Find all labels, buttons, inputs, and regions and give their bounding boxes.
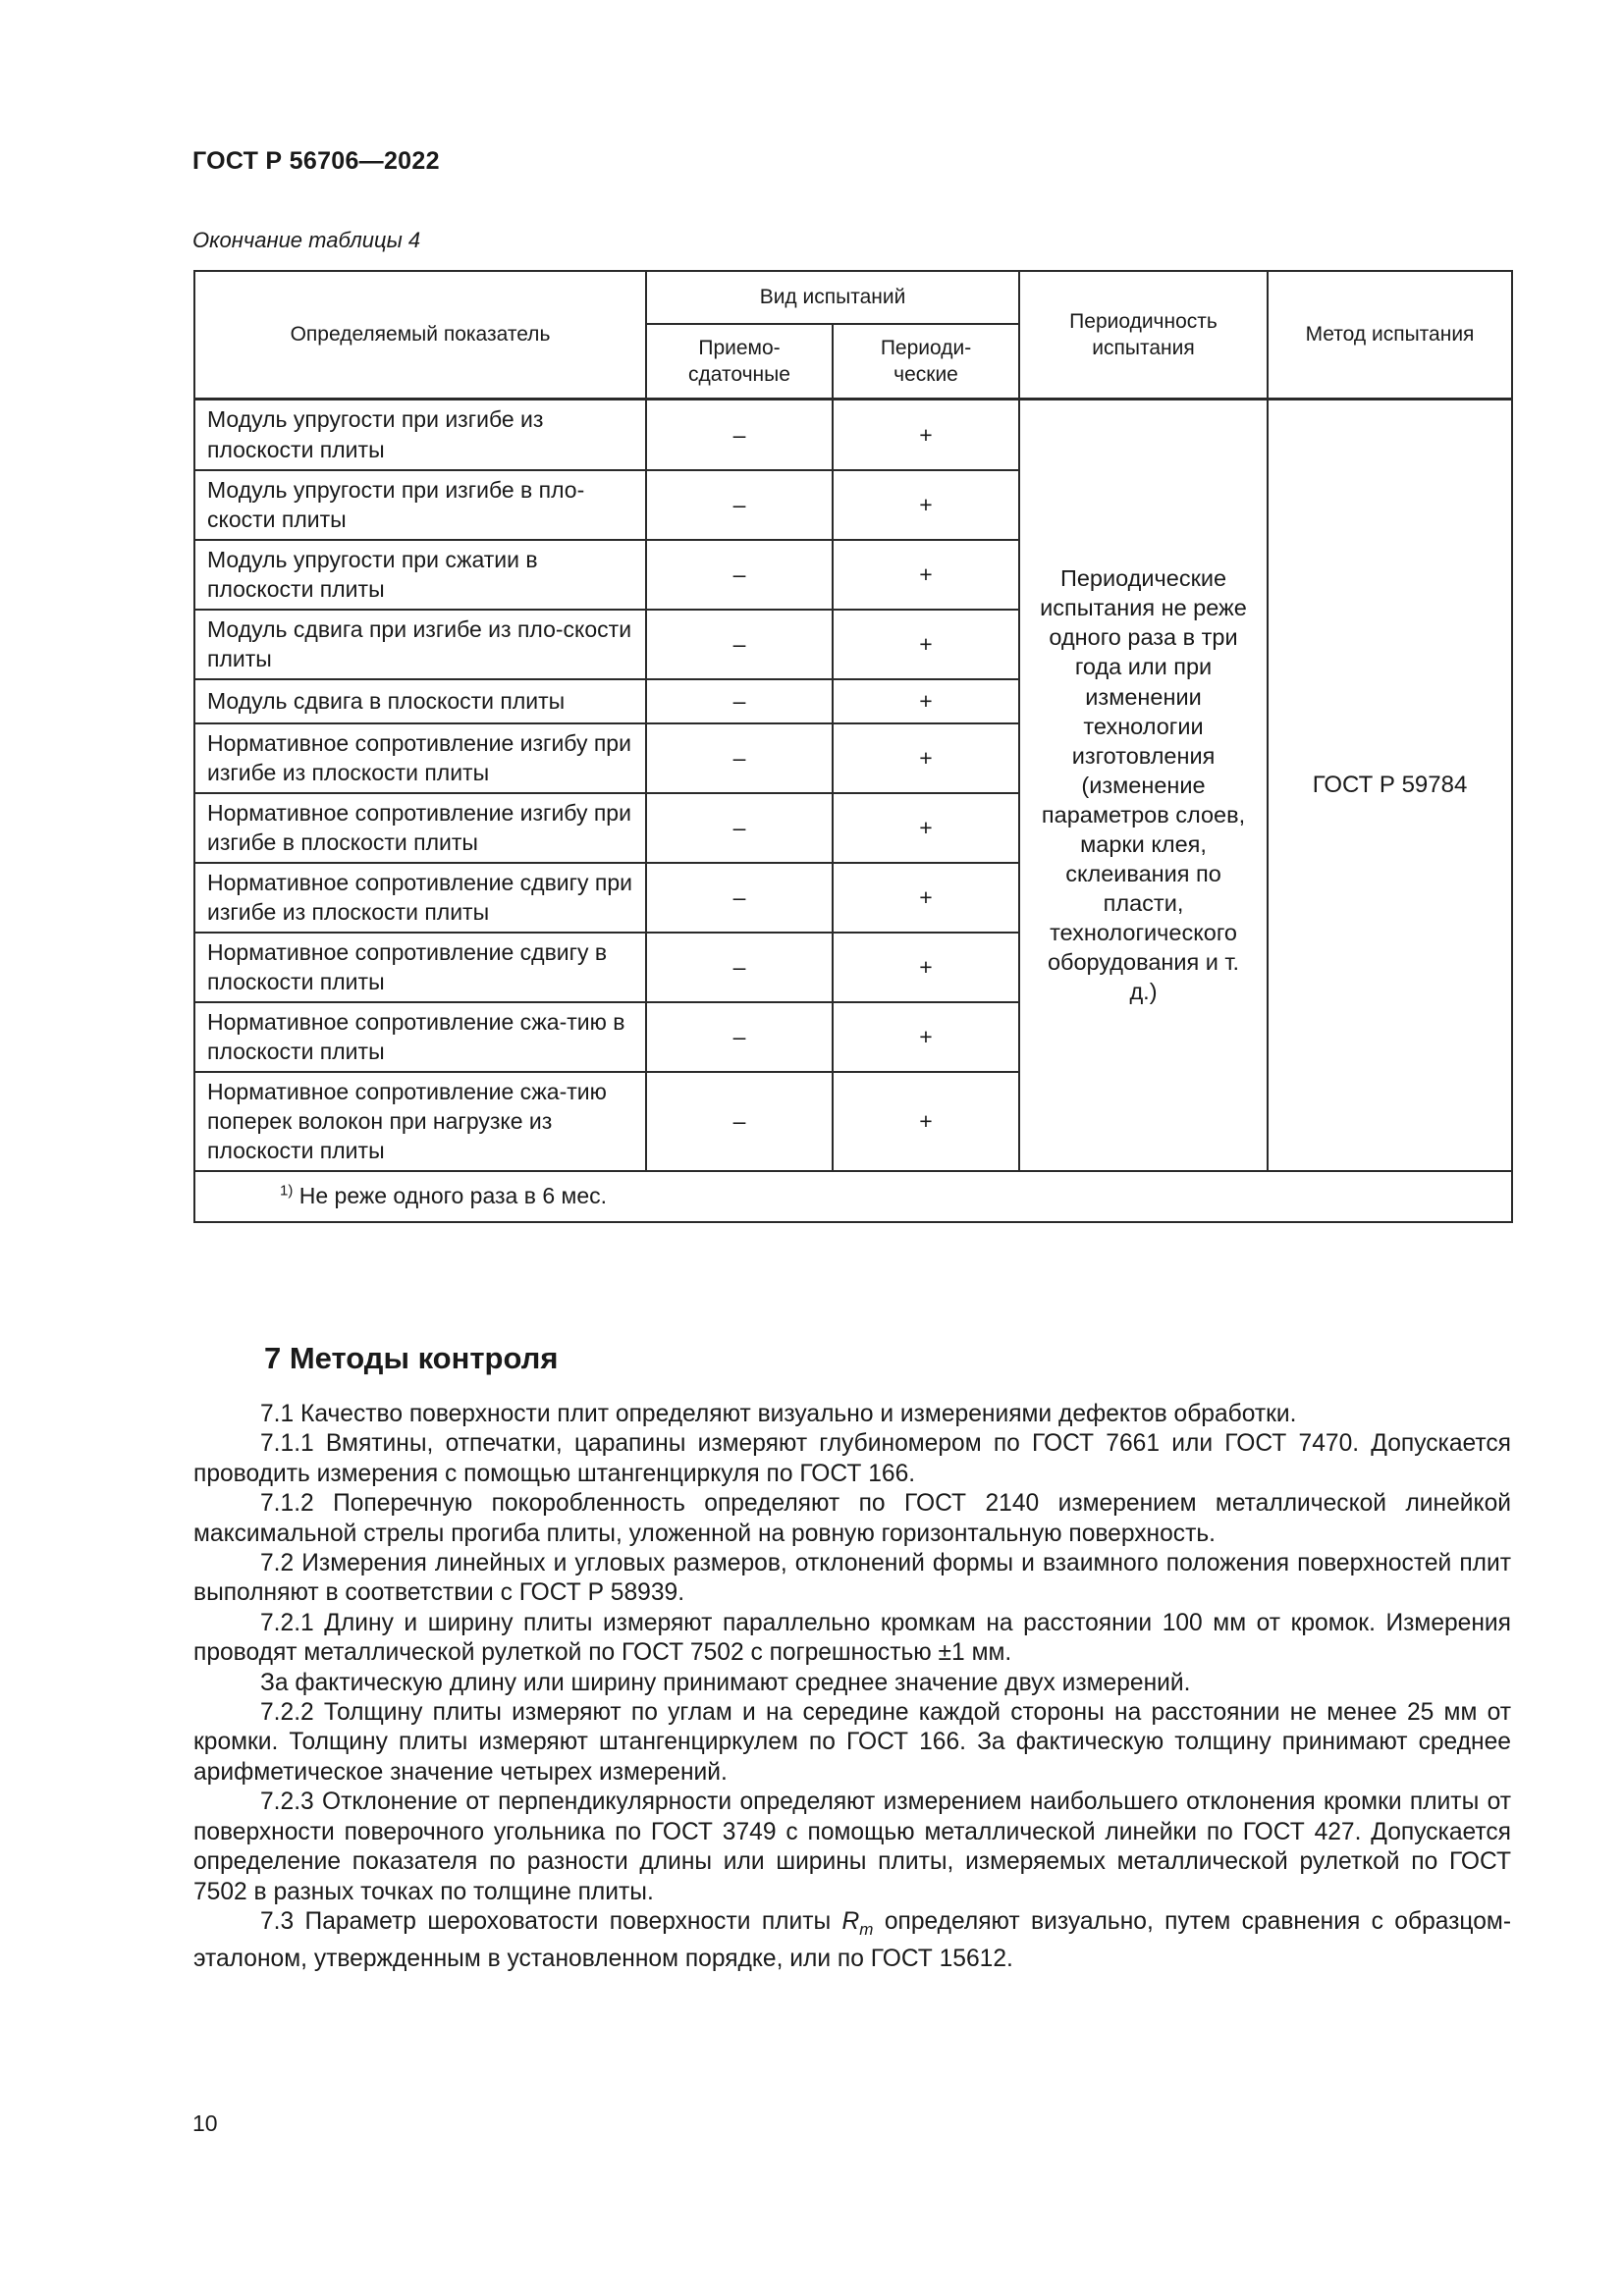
indicator-cell: Модуль упругости при изгибе из плоскости плиты xyxy=(194,400,646,470)
header-acceptance: Приемо- сдаточные xyxy=(646,324,833,400)
paragraph-text-before: 7.3 Параметр шероховатости поверхности плиты xyxy=(260,1907,842,1935)
acceptance-mark: – xyxy=(646,400,833,470)
indicator-cell: Нормативное сопротивление сдвигу при изгибе из плоскости плиты xyxy=(194,863,646,933)
section-paragraph: 7.1 Качество поверхности плит определяют визуально и измерениями дефектов обработки. xyxy=(260,1401,1297,1427)
section-paragraph: 7.2.3 Отклонение от перпендикулярности определяют измерением наибольшего отклонения кромки плиты от поверхности поверочного угольника по ГОСТ 3749 с помощью металлической линейки по ГОСТ 427. Допускается определение показателя по разности длины или ширины плиты, измеряемых металлической рулеткой по ГОСТ 7502 в разных точках по толщине плиты. xyxy=(193,1789,1511,1905)
section-paragraph: 7.2.2 Толщину плиты измеряют по углам и на середине каждой стороны на расстоянии не менее 25 мм от кромки. Толщину плиты измеряют штангенциркулем по ГОСТ 166. За фактическую толщину принимают среднее арифметическое значение четырех измерений. xyxy=(193,1699,1511,1786)
indicator-cell: Модуль сдвига при изгибе из пло-скости плиты xyxy=(194,610,646,679)
periodic-mark: + xyxy=(833,610,1019,679)
section-paragraph: 7.2 Измерения линейных и угловых размеров, отклонений формы и взаимного положения поверхностей плит выполняют в соответствии с ГОСТ Р 58939. xyxy=(193,1550,1511,1607)
acceptance-mark: – xyxy=(646,1072,833,1171)
section-paragraph: 7.2.1 Длину и ширину плиты измеряют параллельно кромкам на расстоянии 100 мм от кромок. Измерения проводят металлической рулеткой по ГОСТ 7502 с погрешностью ±1 мм. xyxy=(193,1609,1511,1667)
section-paragraph: За фактическую длину или ширину принимают среднее значение двух измерений. xyxy=(260,1669,1191,1696)
acceptance-mark: – xyxy=(646,933,833,1002)
table-caption: Окончание таблицы 4 xyxy=(192,228,421,252)
roughness-symbol-main: R xyxy=(841,1907,860,1935)
acceptance-mark: – xyxy=(646,723,833,793)
page-number: 10 xyxy=(192,2110,218,2136)
periodic-mark: + xyxy=(833,1072,1019,1171)
periodic-mark: + xyxy=(833,793,1019,863)
header-method: Метод испытания xyxy=(1268,271,1512,400)
requirements-table xyxy=(193,270,1513,1223)
acceptance-mark: – xyxy=(646,470,833,540)
periodic-mark: + xyxy=(833,1002,1019,1072)
periodic-mark: + xyxy=(833,723,1019,793)
indicator-cell: Нормативное сопротивление сжа-тию в плоскости плиты xyxy=(194,1002,646,1072)
header-indicator: Определяемый показатель xyxy=(194,271,646,400)
indicator-cell: Нормативное сопротивление изгибу при изгибе в плоскости плиты xyxy=(194,793,646,863)
acceptance-mark: – xyxy=(646,679,833,723)
footnote-row xyxy=(194,1171,1512,1222)
indicator-cell: Модуль упругости при сжатии в плоскости плиты xyxy=(194,540,646,610)
acceptance-mark: – xyxy=(646,610,833,679)
footnote-text: Не реже одного раза в 6 мес. xyxy=(293,1183,608,1209)
method-cell: ГОСТ Р 59784 xyxy=(1268,400,1512,1171)
periodic-mark: + xyxy=(833,933,1019,1002)
periodic-mark: + xyxy=(833,679,1019,723)
table-footnote xyxy=(194,1171,1512,1222)
section-title: 7 Методы контроля xyxy=(264,1341,559,1375)
section-body xyxy=(193,1400,1511,1975)
roughness-symbol-subscript: m xyxy=(859,1919,874,1939)
footnote-mark: 1) xyxy=(280,1182,294,1200)
table-row xyxy=(194,400,1512,470)
indicator-cell: Нормативное сопротивление изгибу при изгибе из плоскости плиты xyxy=(194,723,646,793)
paragraph-text-after: определяют визуально, путем сравнения с образцом-эталоном, утвержденным в установленном порядке, или по ГОСТ 15612. xyxy=(193,1907,1512,1973)
document-header: ГОСТ Р 56706—2022 xyxy=(192,147,440,175)
periodic-mark: + xyxy=(833,400,1019,470)
section-paragraph: 7.1.1 Вмятины, отпечатки, царапины измеряют глубиномером по ГОСТ 7661 или ГОСТ 7470. Допускается проводить измерения с помощью штангенциркуля по ГОСТ 166. xyxy=(193,1430,1511,1487)
indicator-cell: Модуль сдвига в плоскости плиты xyxy=(194,679,646,723)
acceptance-mark: – xyxy=(646,1002,833,1072)
indicator-cell: Модуль упругости при изгибе в пло-скости плиты xyxy=(194,470,646,540)
periodicity-cell: Периодические испытания не реже одного раза в три года или при изменении технологии изготовления (изменение параметров слоев, марки клея, склеивания по пласти, технологического оборудования и т. д.) xyxy=(1019,400,1268,1171)
acceptance-mark: – xyxy=(646,793,833,863)
acceptance-mark: – xyxy=(646,540,833,610)
periodic-mark: + xyxy=(833,470,1019,540)
section-paragraph xyxy=(193,1907,1511,1975)
indicator-cell: Нормативное сопротивление сдвигу в плоскости плиты xyxy=(194,933,646,1002)
header-test-type: Вид испытаний xyxy=(646,271,1019,324)
indicator-cell: Нормативное сопротивление сжа-тию поперек волокон при нагрузке из плоскости плиты xyxy=(194,1072,646,1171)
roughness-symbol xyxy=(841,1907,874,1939)
section-paragraph: 7.1.2 Поперечную покоробленность определяют по ГОСТ 2140 измерением металлической линейкой максимальной стрелы прогиба плиты, уложенной на ровную горизонтальную поверхность. xyxy=(193,1490,1511,1547)
periodic-mark: + xyxy=(833,863,1019,933)
periodic-mark: + xyxy=(833,540,1019,610)
header-periodic: Периоди- ческие xyxy=(833,324,1019,400)
acceptance-mark: – xyxy=(646,863,833,933)
header-periodicity: Периодичность испытания xyxy=(1019,271,1268,400)
